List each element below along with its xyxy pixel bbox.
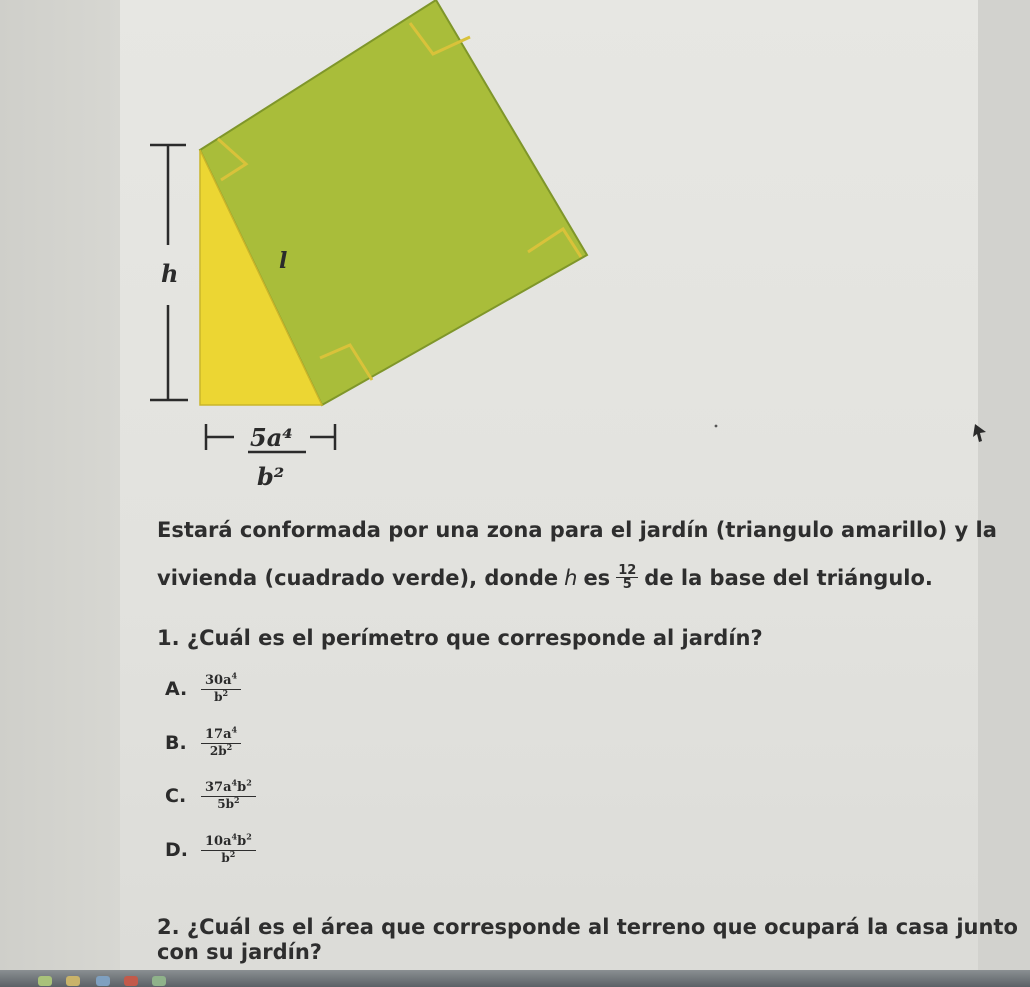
option-fraction [201,831,256,866]
intro-line-2-end: de la base del triángulo. [644,566,933,590]
option-exponent: 2 [233,795,240,805]
intro-line-2-start: vivienda (cuadrado verde), donde [157,566,559,590]
option-exponent: 4 [231,777,238,788]
taskbar-app-icon[interactable] [66,976,80,986]
fraction-denominator: 5 [622,577,632,592]
question-1: 1. ¿Cuál es el perímetro que corresponde al jardín? [157,626,763,650]
option-numerator-b: b [237,834,247,849]
option-d[interactable] [165,831,256,866]
fraction-numerator: 12 [618,563,637,578]
option-exponent: 4 [231,670,238,681]
question-2-line-2: con su jardín? [157,940,322,964]
option-letter: D. [165,839,188,861]
intro-line-2 [157,564,933,592]
intro-es: es [583,566,611,590]
option-letter: C. [165,785,187,807]
option-denominator: b [221,851,230,865]
option-exponent: 4 [231,831,238,842]
taskbar-app-icon[interactable] [96,976,110,986]
option-b[interactable] [165,724,241,759]
option-numerator-b: b [237,780,247,795]
base-numerator: 5a⁴ [250,423,293,452]
taskbar-app-icon[interactable] [152,976,166,986]
option-exponent: 2 [229,849,236,859]
option-exponent: 4 [231,724,238,735]
question-2-line-1: 2. ¿Cuál es el área que corresponde al terreno que ocupará la casa junto [157,915,1018,939]
option-denominator: b [214,690,223,704]
option-letter: A. [165,678,188,700]
option-c[interactable] [165,777,256,812]
dust-dot [715,425,718,428]
option-denominator: 2b [209,744,227,758]
option-numerator: 30a [205,673,232,688]
taskbar-app-icon[interactable] [124,976,138,986]
option-exponent: 2 [246,777,252,788]
base-denominator: b² [257,462,285,491]
label-l: l [279,248,288,274]
option-numerator: 37a [205,780,232,795]
option-a[interactable] [165,670,241,705]
taskbar-app-icon[interactable] [38,976,52,986]
option-numerator: 10a [205,834,232,849]
option-denominator: 5b [217,797,234,811]
label-h: h [161,259,179,288]
option-exponent: 2 [246,831,252,842]
option-fraction [201,670,241,705]
intro-line-1: Estará conformada por una zona para el jardín (triangulo amarillo) y la [157,518,997,542]
option-fraction [201,724,241,759]
fraction-12-5 [616,564,638,592]
option-exponent: 2 [226,742,233,752]
option-exponent: 2 [222,688,229,698]
option-fraction [201,777,256,812]
mouse-cursor-icon [973,424,986,442]
option-numerator: 17a [205,727,232,742]
variable-h: h [564,566,578,590]
option-letter: B. [165,732,187,754]
